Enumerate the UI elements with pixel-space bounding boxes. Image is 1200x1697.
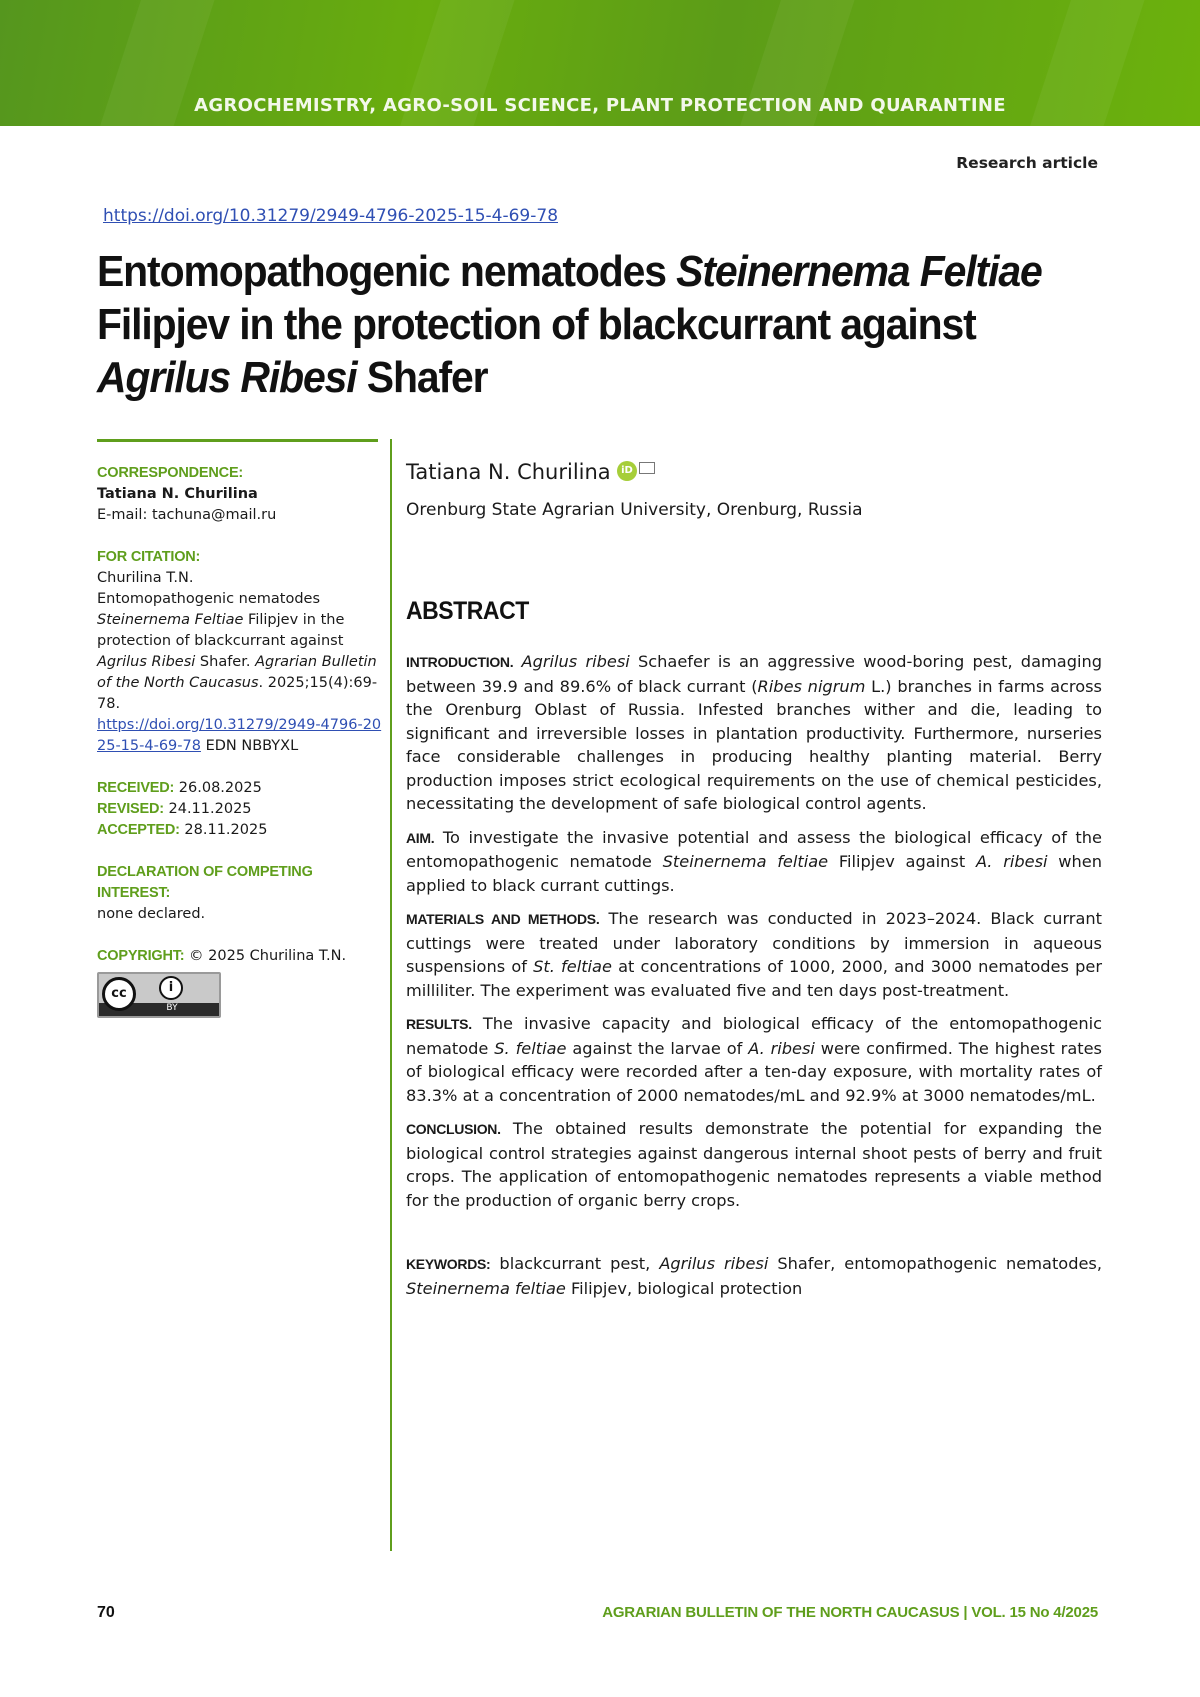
sidebar-divider [97,439,378,442]
correspondence-block [97,463,382,526]
mail-icon[interactable] [639,462,655,474]
citation-journal: Agrarian Bulletin of the North Caucasus [97,654,377,691]
species-name: Ribes nigrum [757,676,866,696]
species-name: Agrilus ribesi [659,1254,769,1273]
citation-species: Agrilus Ribesi [97,654,196,670]
species-name: St. feltiae [533,957,612,976]
abstract-text: were confirmed. The highest rates of biological efficacy were recorded after a ten-day exposure, with mortality rates of 83.3% at a concentration of 2000 nematodes/mL and 92.9% at 3000 nematodes/mL. [406,1038,1102,1105]
cc-icon: cc [102,977,136,1011]
copyright-text: © 2025 Churilina T.N. [184,948,347,964]
species-name: A. ribesi [748,1038,815,1058]
abstract-heading: ABSTRACT [406,597,529,625]
interest-block [97,862,382,925]
keywords-text: Shafer, entomopathogenic nematodes, [768,1254,1103,1273]
doi-link[interactable]: https://doi.org/10.31279/2949-4796-2025-15-4-69-78 [103,206,559,226]
correspondence-email[interactable]: E-mail: tachuna@mail.ru [97,507,277,523]
revised-label: REVISED: [97,801,164,817]
interest-text: none declared. [97,906,206,922]
title-text: Entomopathogenic nematodes [97,247,677,296]
accepted-label: ACCEPTED: [97,822,180,838]
keywords-text: Filipjev, biological protection [565,1278,803,1298]
correspondence-label: CORRESPONDENCE: [97,465,244,481]
abstract-text: when applied to black currant cuttings. [406,852,1102,895]
accepted-row [97,820,382,841]
citation-part: Entomopathogenic nematodes [97,591,321,607]
received-row [97,778,382,799]
citation-species: Steinernema Feltiae [97,612,244,628]
abstract-body [406,650,1102,1222]
title-text: Filipjev in the protection of blackcurrant against [97,300,976,349]
attribution-icon: i [159,976,183,1000]
accepted-date: 28.11.2025 [179,822,268,838]
orcid-icon[interactable]: iD [617,461,637,481]
abstract-text: against the larvae of [566,1038,749,1058]
page-number: 70 [97,1604,115,1621]
abstract-text: at concentrations of 1000, 2000, and 3000 nematodes per milliliter. The experiment was evaluated five and ten days post-treatment. [406,957,1102,1000]
conclusion-label: CONCLUSION. [406,1121,501,1137]
abstract-text: Schaefer is an aggressive wood-boring pest, damaging between 39.9 and 89.6% of black currant ( [406,652,1102,696]
revised-date: 24.11.2025 [163,801,252,817]
results-label: RESULTS. [406,1016,472,1032]
abstract-text: L.) branches in farms across the Orenburg Oblast of Russia. Infested branches wither and die, leading to significant and irreversible losses in plantation productivity. Furthermore, nurseries face considerable challenges in producing healthy planting material. Berry production imposes strict ecological requirements on the use of chemical pesticides, necessitating the development of safe biological control agents. [406,676,1102,813]
interest-label: DECLARATION OF COMPETING INTEREST: [97,864,313,901]
abstract-text: To investigate the invasive potential and assess the biological efficacy of the entomopathogenic nematode [406,827,1102,871]
species-name: A. ribesi [975,852,1048,871]
citation-part: Shafer. [195,654,256,670]
citation-label: FOR CITATION: [97,549,201,565]
section-banner [0,0,1200,126]
author-affiliation: Orenburg State Agrarian University, Orenburg, Russia [406,500,863,520]
title-species: Steinernema Feltiae [676,247,1042,296]
cc-by-icon[interactable] [97,972,221,1018]
dates-block [97,778,382,841]
abstract-methods [406,907,1102,1002]
column-divider [390,439,392,1551]
title-text: Shafer [356,353,488,402]
citation-part: Filipjev in the protection of blackcurrant against [97,612,345,649]
abstract-text: The invasive capacity and biological efficacy of the entomopathogenic nematode [406,1014,1102,1058]
abstract-introduction [406,650,1102,816]
abstract-results [406,1012,1102,1107]
sidebar [97,463,382,988]
intro-label: INTRODUCTION. [406,654,514,670]
article-type: Research article [956,154,1098,172]
keywords-text: blackcurrant pest, [490,1254,660,1273]
citation-text [97,568,382,757]
methods-label: MATERIALS AND METHODS. [406,911,600,927]
copyright-label: COPYRIGHT: [97,948,185,964]
received-date: 26.08.2025 [174,780,262,796]
copyright-block [97,946,382,967]
received-label: RECEIVED: [97,780,175,796]
citation-block [97,547,382,757]
abstract-conclusion [406,1117,1102,1212]
citation-part: . 2025;15(4):69-78. [97,675,378,712]
author-icons [617,461,655,481]
abstract-text: The research was conducted in 2023–2024. Black currant cuttings were treated under laboratory conditions by immersion in aqueous suspensions of [406,909,1102,976]
species-name: Agrilus ribesi [521,652,630,671]
abstract-text: Filipjev against [828,852,976,871]
citation-author: Churilina T.N. [97,570,194,586]
aim-label: AIM. [406,829,435,846]
journal-footer: AGRARIAN BULLETIN OF THE NORTH CAUCASUS | VOL. 15 No 4/2025 [602,1604,1098,1621]
citation-doi-link[interactable]: https://doi.org/10.31279/2949-4796-2025-15-4-69-78 [97,717,382,754]
species-name: Steinernema feltiae [406,1278,566,1298]
keywords-label: KEYWORDS: [406,1256,491,1272]
correspondence-name: Tatiana N. Churilina [97,486,258,502]
species-name: S. feltiae [494,1038,567,1058]
by-label: BY [166,1003,178,1013]
title-species: Agrilus Ribesi [97,353,357,402]
citation-edn: EDN NBBYXL [200,738,299,754]
article-title [97,245,1046,404]
section-title: AGROCHEMISTRY, AGRO-SOIL SCIENCE, PLANT PROTECTION AND QUARANTINE [194,95,1006,116]
abstract-aim [406,826,1102,898]
species-name: Steinernema feltiae [662,852,829,871]
revised-row [97,799,382,820]
abstract-text: The obtained results demonstrate the potential for expanding the biological control strategies against dangerous internal shoot pests of berry and fruit crops. The application of entomopathogenic nematodes represents a viable method for the production of organic berry crops. [406,1119,1102,1210]
keywords [406,1252,1102,1300]
author-name: Tatiana N. Churilina [406,460,611,484]
